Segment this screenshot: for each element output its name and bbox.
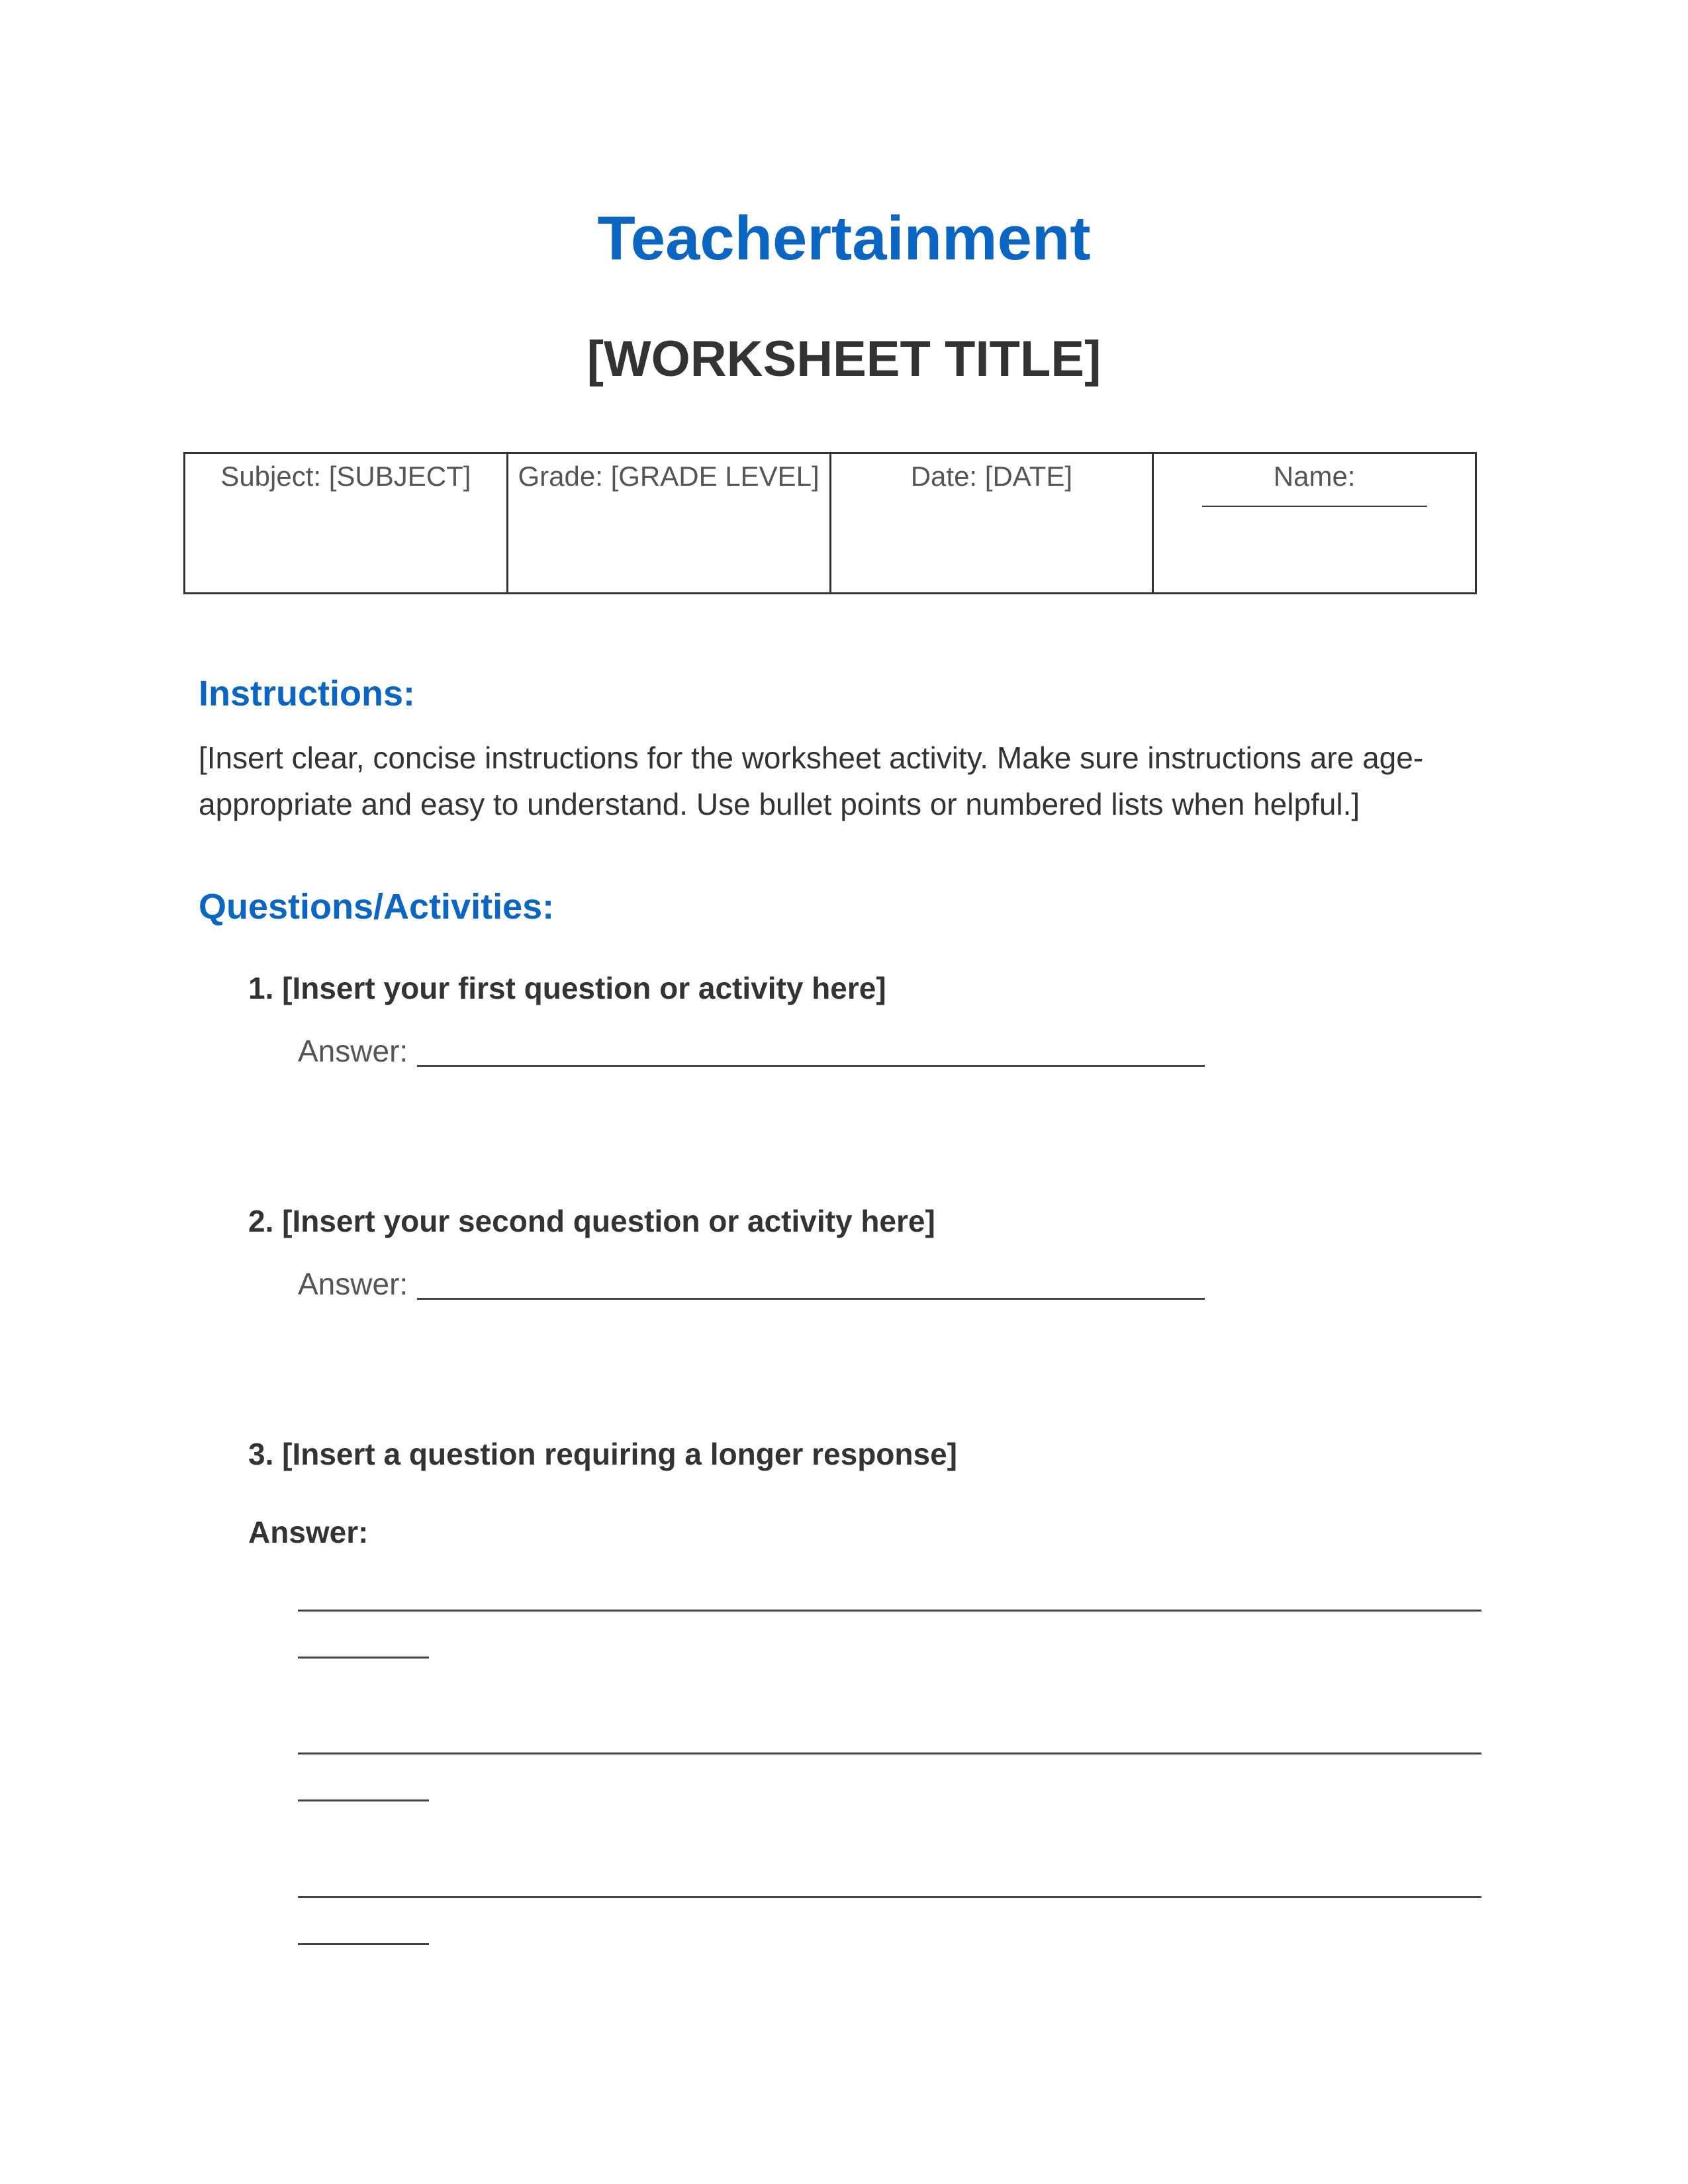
questions-heading: Questions/Activities: [199, 887, 555, 927]
question-3: 3. [Insert a question requiring a longer response] [248, 1437, 957, 1471]
answer-3-label: Answer: [248, 1515, 369, 1549]
worksheet-title: [WORKSHEET TITLE] [586, 331, 1102, 387]
instructions-heading: Instructions: [199, 674, 416, 713]
grade-label: Grade: [GRADE LEVEL] [518, 461, 820, 492]
date-cell[interactable] [830, 453, 1153, 594]
answer-2-line[interactable] [417, 1298, 1205, 1300]
answer-3-line-3-continued[interactable] [298, 1943, 429, 1945]
answer-3-line-2-continued[interactable] [298, 1799, 429, 1801]
question-2: 2. [Insert your second question or activity here] [248, 1204, 935, 1238]
instructions-text: [Insert clear, concise instructions for the worksheet activity. Make sure instructions are age-appropriate and easy to understand. Use bullet points or numbered lists when helpful.] [199, 741, 1424, 821]
name-blank-line[interactable] [1202, 506, 1427, 507]
name-cell[interactable] [1153, 453, 1476, 594]
subject-label: Subject: [SUBJECT] [220, 461, 471, 492]
answer-3-line-3[interactable] [298, 1896, 1481, 1898]
answer-3-line-1[interactable] [298, 1610, 1481, 1612]
answer-1-label: Answer: [298, 1034, 408, 1068]
answer-2-label: Answer: [298, 1267, 408, 1301]
answer-3-line-1-continued[interactable] [298, 1657, 429, 1659]
answer-1-line[interactable] [417, 1065, 1205, 1067]
grade-cell[interactable] [507, 453, 830, 594]
question-1: 1. [Insert your first question or activity here] [248, 971, 886, 1005]
subject-cell[interactable] [185, 453, 508, 594]
answer-row-2 [298, 1261, 1205, 1307]
info-table [183, 452, 1477, 594]
brand-title: Teachertainment [597, 203, 1091, 273]
answer-3-line-2[interactable] [298, 1752, 1481, 1754]
answer-row-1 [298, 1028, 1205, 1074]
name-label: Name: [1273, 461, 1356, 492]
date-label: Date: [DATE] [910, 461, 1073, 492]
